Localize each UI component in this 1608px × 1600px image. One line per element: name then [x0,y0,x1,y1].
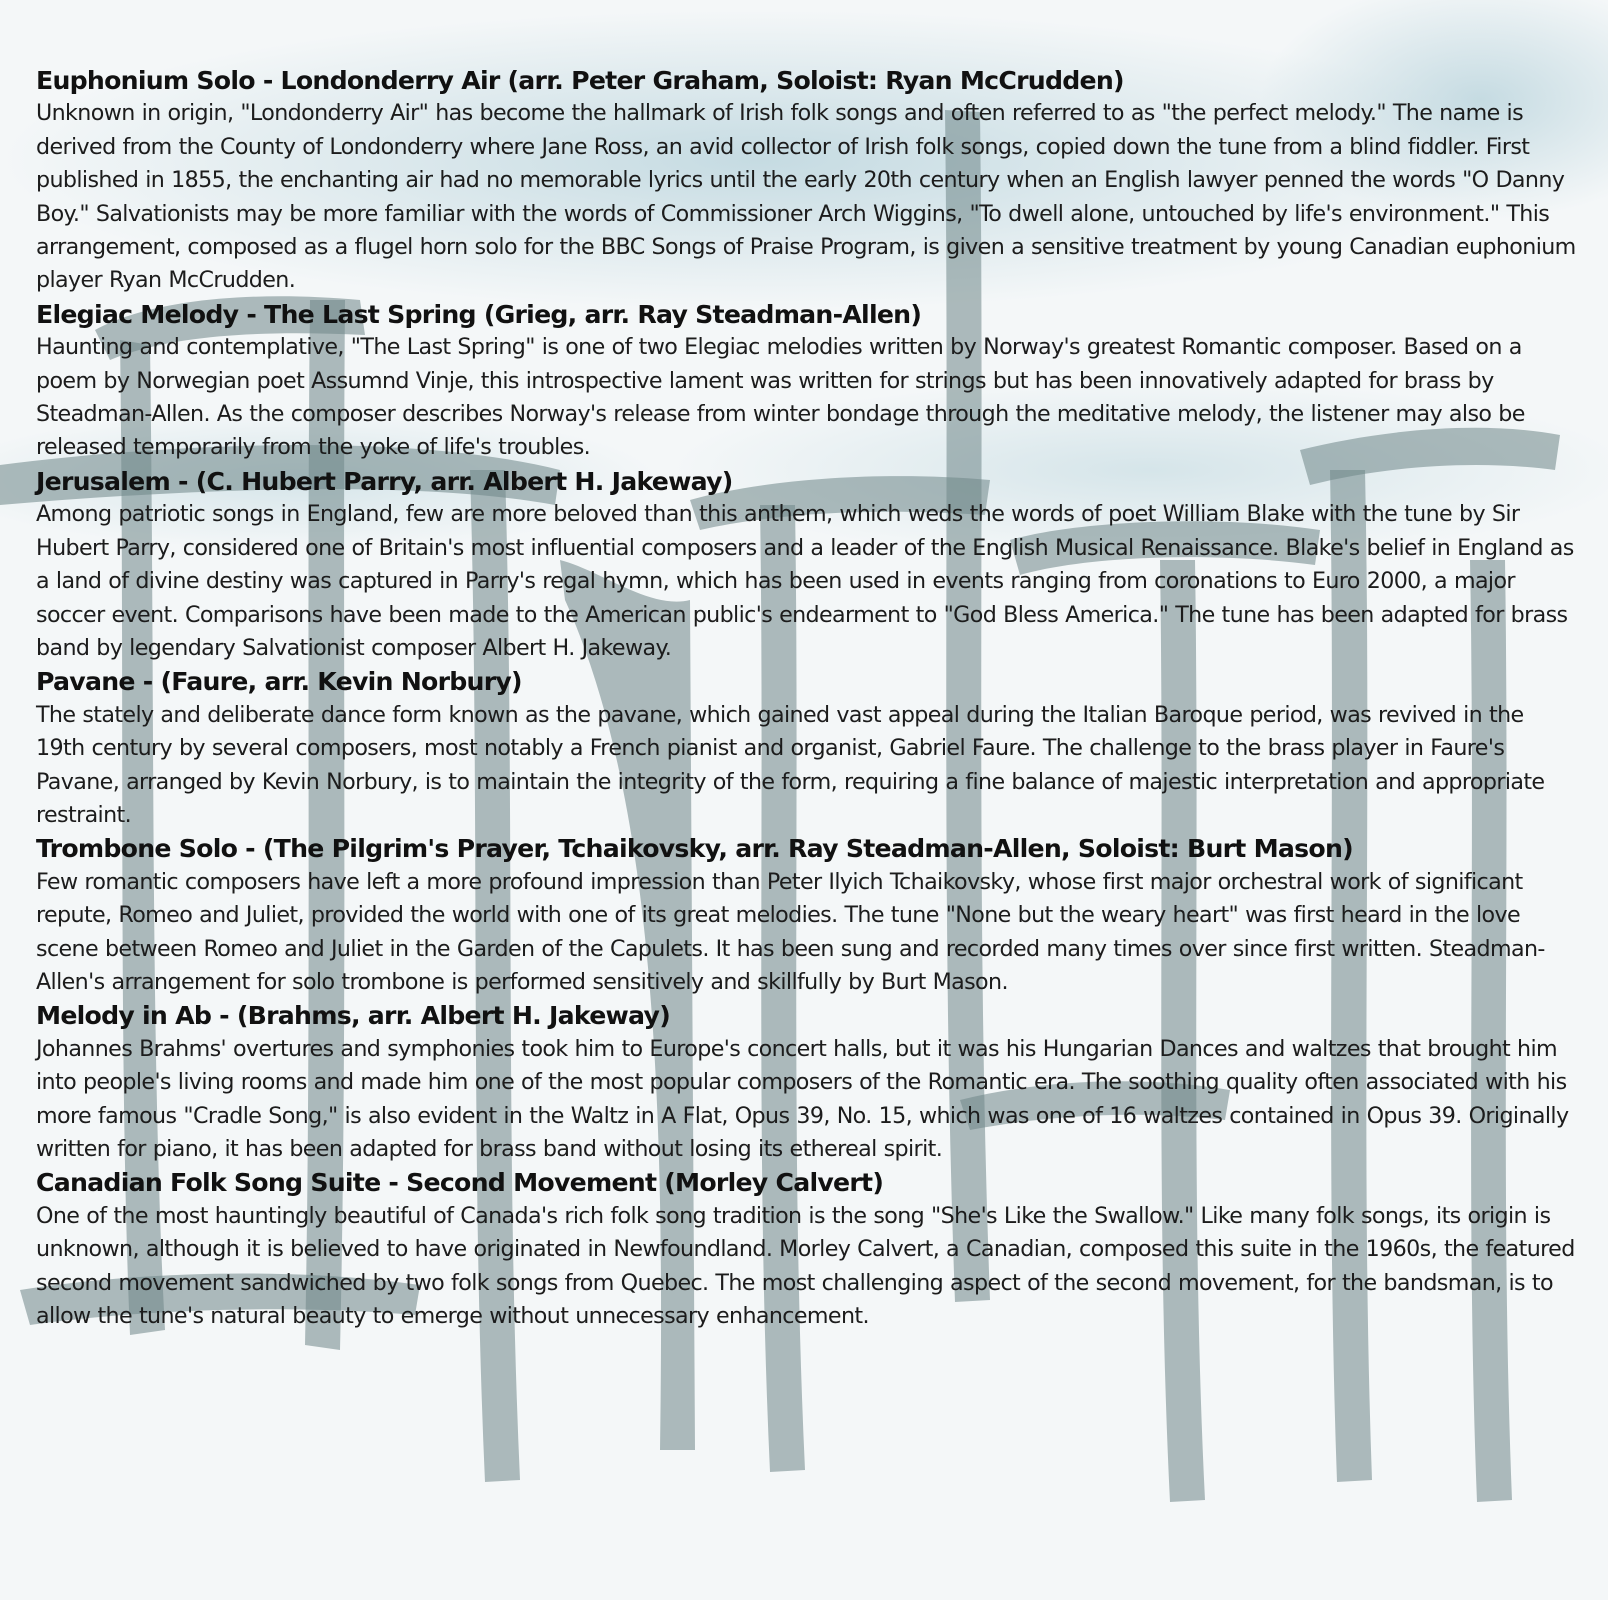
track-description: Among patriotic songs in England, few are more beloved than this anthem, which weds the words of poet William Blake with the tune by Sir Hubert Parry, considered one of Britain's most influential composers and a leader of the English Musical Renaissance. Blake's belief in England as a land of divine destiny was captured in Parry's regal hymn, which has been used in events ranging from coronations to Euro 2000, a major soccer event. Comparisons have been made to the American public's endearment to "God Bless America." The tune has been adapted for brass band by legendary Salvationist composer Albert H. Jakeway. [36,501,1574,661]
track-section-melody-in-ab [36,999,1576,1166]
track-title: Jerusalem - (C. Hubert Parry, arr. Albert H. Jakeway) [36,466,733,496]
track-description: Johannes Brahms' overtures and symphonies took him to Europe's concert halls, but it was his Hungarian Dances and waltzes that brought him into people's living rooms and made him one of the most popular composers of the Romantic era. The soothing quality often associated with his more famous "Cradle Song," is also evident in the Waltz in A Flat, Opus 39, No. 15, which was one of 16 waltzes contained in Opus 39. Originally written for piano, it has been adapted for brass band without losing its ethereal spirit. [36,1035,1569,1162]
track-title: Elegiac Melody - The Last Spring (Grieg, arr. Ray Steadman-Allen) [36,299,922,329]
liner-notes [36,64,1576,1333]
track-description: One of the most hauntingly beautiful of Canada's rich folk song tradition is the song "She's Like the Swallow." Like many folk songs, its origin is unknown, although it is believed to have originated in Newfoundland. Morley Calvert, a Canadian, composed this suite in the 1960s, the featured second movement sandwiched by two folk songs from Quebec. The most challenging aspect of the second movement, for the bandsman, is to allow the tune's natural beauty to emerge without unnecessary enhancement. [36,1202,1575,1330]
track-description: The stately and deliberate dance form known as the pavane, which gained vast appeal during the Italian Baroque period, was revived in the 19th century by several composers, most notably a French pianist and organist, Gabriel Faure. The challenge to the brass player in Faure's Pavane, arranged by Kevin Norbury, is to maintain the integrity of the form, requiring a fine balance of majestic interpretation and appropriate restraint. [36,701,1545,828]
track-description: Unknown in origin, "Londonderry Air" has become the hallmark of Irish folk songs and often referred to as "the perfect melody." The name is derived from the County of Londonderry where Jane Ross, an avid collector of Irish folk songs, copied down the tune from a blind fiddler. First published in 1855, the enchanting air had no memorable lyrics until the early 20th century when an English lawyer penned the words "O Danny Boy." Salvationists may be more familiar with the words of Commissioner Arch Wiggins, "To dwell alone, untouched by life's environment." This arrangement, composed as a flugel horn solo for the BBC Songs of Praise Program, is given a sensitive treatment by young Canadian euphonium player Ryan McCrudden. [36,100,1576,294]
track-section-londonderry-air [36,64,1576,298]
track-description: Haunting and contemplative, "The Last Spring" is one of two Elegiac melodies written by Norway's greatest Romantic composer. Based on a poem by Norwegian poet Assumnd Vinje, this introspective lament was written for strings but has been innovatively adapted for brass by Steadman-Allen. As the composer describes Norway's release from winter bondage through the meditative melody, the listener may also be released temporarily from the yoke of life's troubles. [36,334,1525,461]
track-section-jerusalem [36,465,1576,665]
track-section-pilgrims-prayer [36,832,1576,999]
track-section-last-spring [36,298,1576,465]
track-title: Trombone Solo - (The Pilgrim's Prayer, Tchaikovsky, arr. Ray Steadman-Allen, Soloist: Burt Mason) [36,834,1353,864]
track-section-pavane [36,665,1576,832]
track-title: Canadian Folk Song Suite - Second Movement (Morley Calvert) [36,1168,884,1198]
track-section-canadian-folk-song-suite [36,1166,1576,1333]
track-description: Few romantic composers have left a more profound impression than Peter Ilyich Tchaikovsky, whose first major orchestral work of significant repute, Romeo and Juliet, provided the world with one of its great melodies. The tune "None but the weary heart" was first heard in the love scene between Romeo and Juliet in the Garden of the Capulets. It has been sung and recorded many times over since first written. Steadman-Allen's arrangement for solo trombone is performed sensitively and skillfully by Burt Mason. [36,868,1545,995]
track-title: Melody in Ab - (Brahms, arr. Albert H. Jakeway) [36,1001,670,1031]
track-title: Euphonium Solo - Londonderry Air (arr. Peter Graham, Soloist: Ryan McCrudden) [36,66,1124,95]
track-title: Pavane - (Faure, arr. Kevin Norbury) [36,667,522,697]
